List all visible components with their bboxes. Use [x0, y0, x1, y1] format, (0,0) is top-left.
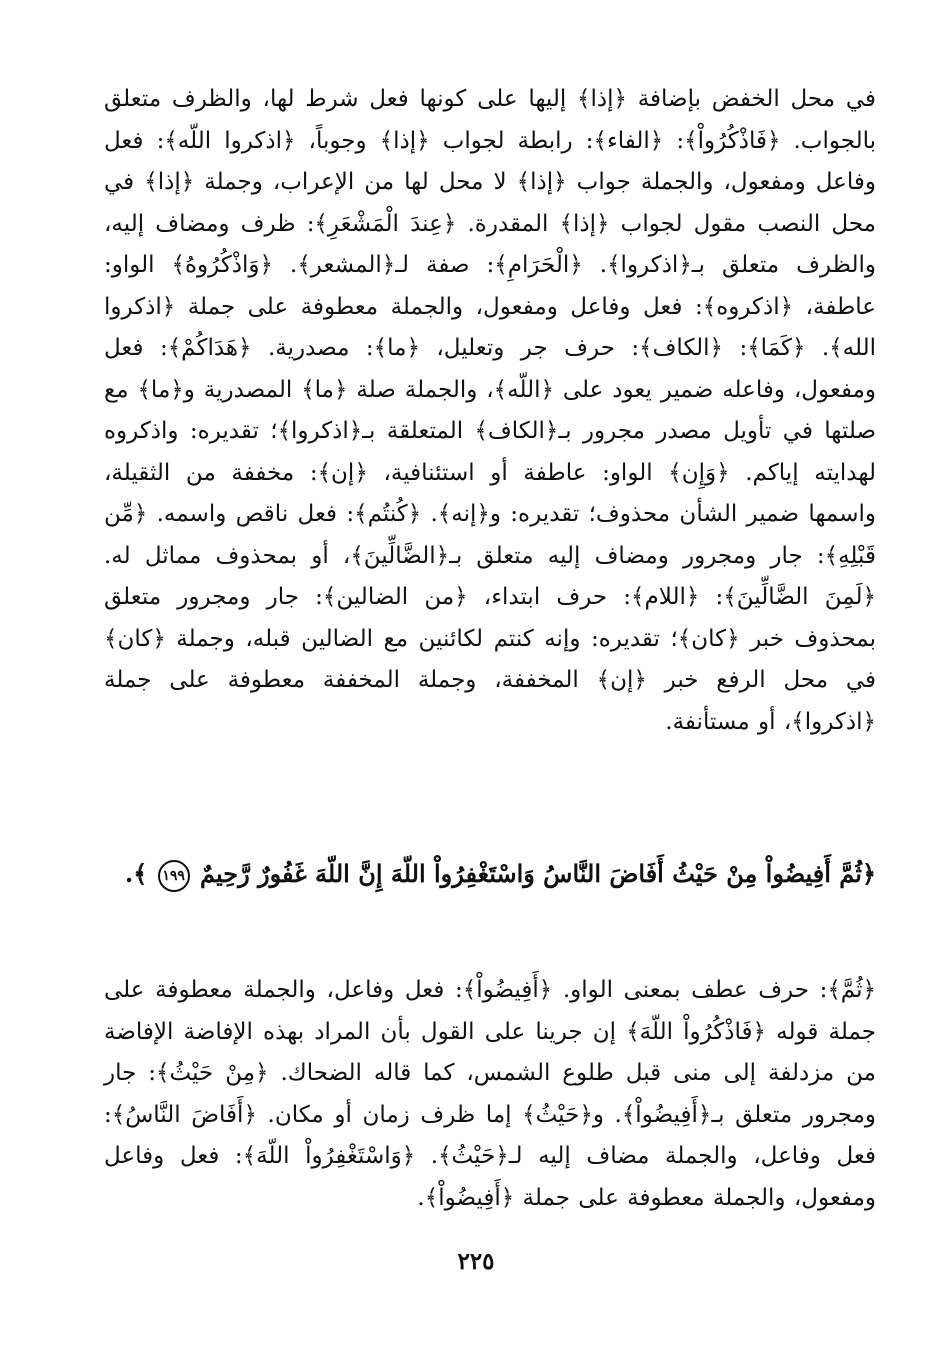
- verse-number-badge: ١٩٩: [158, 860, 190, 892]
- commentary-paragraph-2: ﴿ثُمَّ﴾: حرف عطف بمعنى الواو. ﴿أَفِيضُواْ﴾: فعل وفاعل، والجملة معطوفة على جملة قوله ﴿فَاذْكُرُواْ اللّهَ﴾ إن جرينا على القول بأن المراد بهذه الإفاضة الإفاضة من مزدلفة إلى منى قبل طلوع الشمس، كما قاله الضحاك. ﴿مِنْ حَيْثُ﴾: جار ومجرور متعلق بـ﴿أَفِيضُواْ﴾. و﴿حَيْثُ﴾ إما ظرف زمان أو مكان. ﴿أَفَاضَ النَّاسُ﴾: فعل وفاعل، والجملة مضاف إليه لـ﴿حَيْثُ﴾. ﴿وَاسْتَغْفِرُواْ اللّهَ﴾: فعل وفاعل ومفعول، والجملة معطوفة على جملة ﴿أَفِيضُواْ﴾.: [104, 977, 877, 1211]
- quran-verse: [104, 846, 876, 902]
- commentary-paragraph-1: في محل الخفض بإضافة ﴿إذا﴾ إليها على كونها فعل شرط لها، والظرف متعلق بالجواب. ﴿فَاذْكُرُواْ﴾: ﴿الفاء﴾: رابطة لجواب ﴿إذا﴾ وجوباً، ﴿اذكروا اللّه﴾: فعل وفاعل ومفعول، والجملة جواب ﴿إذا﴾ لا محل لها من الإعراب، وجملة ﴿إذا﴾ في محل النصب مقول لجواب ﴿إذا﴾ المقدرة. ﴿عِندَ الْمَشْعَرِ﴾: ظرف ومضاف إليه، والظرف متعلق بـ﴿اذكروا﴾. ﴿الْحَرَامِ﴾: صفة لـ﴿المشعر﴾. ﴿وَاذْكُرُوهُ﴾ الواو: عاطفة، ﴿اذكروه﴾: فعل وفاعل ومفعول، والجملة معطوفة على جملة ﴿اذكروا الله﴾. ﴿كَمَا﴾: ﴿الكاف﴾: حرف جر وتعليل، ﴿ما﴾: مصدرية. ﴿هَدَاكُمْ﴾: فعل ومفعول، وفاعله ضمير يعود على ﴿اللّه﴾، والجملة صلة ﴿ما﴾ المصدرية و﴿ما﴾ مع صلتها في تأويل مصدر مجرور بـ﴿الكاف﴾ المتعلقة بـ﴿اذكروا﴾؛ تقديره: واذكروه لهدايته إياكم. ﴿وَإِن﴾ الواو: عاطفة أو استئنافية، ﴿إن﴾: مخففة من الثقيلة، واسمها ضمير الشأن محذوف؛ تقديره: و﴿إنه﴾. ﴿كُنتُم﴾: فعل ناقص واسمه. ﴿مِّن قَبْلِهِ﴾: جار ومجرور ومضاف إليه متعلق بـ﴿الضَّالِّينَ﴾، أو بمحذوف مماثل له. ﴿لَمِنَ الضَّالِّينَ﴾: ﴿اللام﴾: حرف ابتداء، ﴿من الضالين﴾: جار ومجرور متعلق بمحذوف خبر ﴿كان﴾؛ تقديره: وإنه كنتم لكائنين مع الضالين قبله، وجملة ﴿كان﴾ في محل الرفع خبر ﴿إن﴾ المخففة، وجملة المخففة معطوفة على جملة ﴿اذكروا﴾، أو مستأنفة.: [104, 86, 876, 735]
- verse-text: ﴿ثُمَّ أَفِيضُواْ مِنْ حَيْثُ أَفَاضَ النَّاسُ وَاسْتَغْفِرُواْ اللّهَ إِنَّ اللّهَ غَفُورٌ رَّحِيمٌ: [200, 859, 876, 888]
- page-number: ٢٢٥: [457, 1248, 495, 1275]
- verse-closing: ﴾.: [124, 859, 148, 888]
